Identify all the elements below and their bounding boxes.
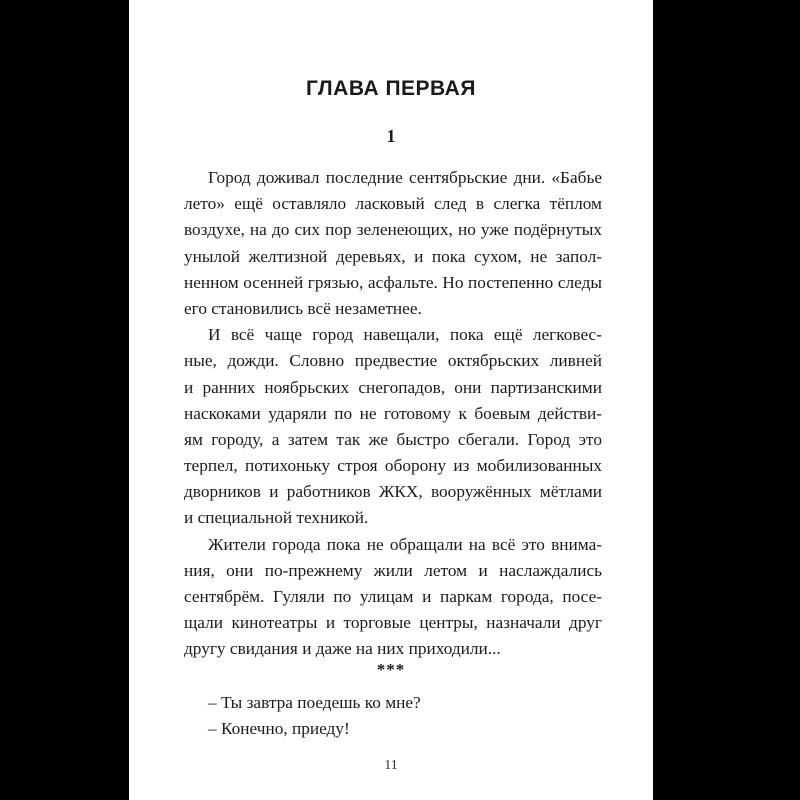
- text-line: ям городу, а затем так же быстро сбегали. Город это: [184, 429, 602, 449]
- right-black-margin: [653, 0, 800, 800]
- dialogue-line: – Конечно, приеду!: [208, 719, 350, 739]
- page-number: 11: [384, 758, 398, 773]
- text-line: ния, они по-прежнему жили летом и наслаждались: [184, 560, 602, 580]
- dialogue-line: – Ты завтра поедешь ко мне?: [208, 693, 421, 712]
- paragraph: [184, 165, 602, 322]
- text-line: дворников и работников ЖКХ, вооружённых мётлами: [184, 482, 602, 502]
- text-line: унылой желтизной деревьях, и пока сухом, не запол-: [184, 246, 602, 266]
- text-line: терпел, потихоньку строя оборону из мобилизованных: [184, 456, 602, 476]
- chapter-title: ГЛАВА ПЕРВАЯ: [306, 77, 476, 100]
- text-line: другу свидания и даже на них приходили...: [184, 639, 501, 659]
- text-line: И всё чаще город навещали, пока ещё легковес-: [208, 325, 602, 345]
- text-line: сентябрём. Гуляли по улицам и паркам города, посе-: [184, 587, 602, 606]
- text-line: и ранних ноябрьских снегопадов, они партизанскими: [184, 377, 602, 397]
- text-line: ные, дожди. Словно предвестие октябрьских ливней: [184, 351, 602, 371]
- text-line: Жители города пока не обращали на всё это внима-: [208, 534, 602, 554]
- text-line: ненном осенней грязью, асфальте. Но постепенно следы: [184, 272, 602, 292]
- dialogue: [184, 690, 602, 742]
- paragraph: [184, 532, 602, 663]
- text-line: и специальной техникой.: [184, 508, 369, 528]
- text-line: его становились всё незаметнее.: [184, 298, 422, 318]
- text-line: лето» ещё оставляло ласковый след в слегка тёплом: [184, 194, 602, 214]
- body-text: [184, 165, 602, 663]
- text-line: щали кинотеатры и торговые центры, назначали друг: [184, 613, 602, 633]
- left-black-margin: [0, 0, 129, 800]
- section-number: 1: [386, 126, 396, 146]
- book-page: [129, 0, 653, 800]
- text-line: Город доживал последние сентябрьские дни. «Бабье: [208, 168, 602, 187]
- text-line: воздухе, на до сих пор зеленеющих, но уже подёрнутых: [184, 220, 602, 240]
- paragraph: [184, 322, 602, 532]
- text-line: наскоками ударяли по не готовому к боевым действи-: [184, 403, 602, 423]
- section-separator: ***: [376, 660, 406, 679]
